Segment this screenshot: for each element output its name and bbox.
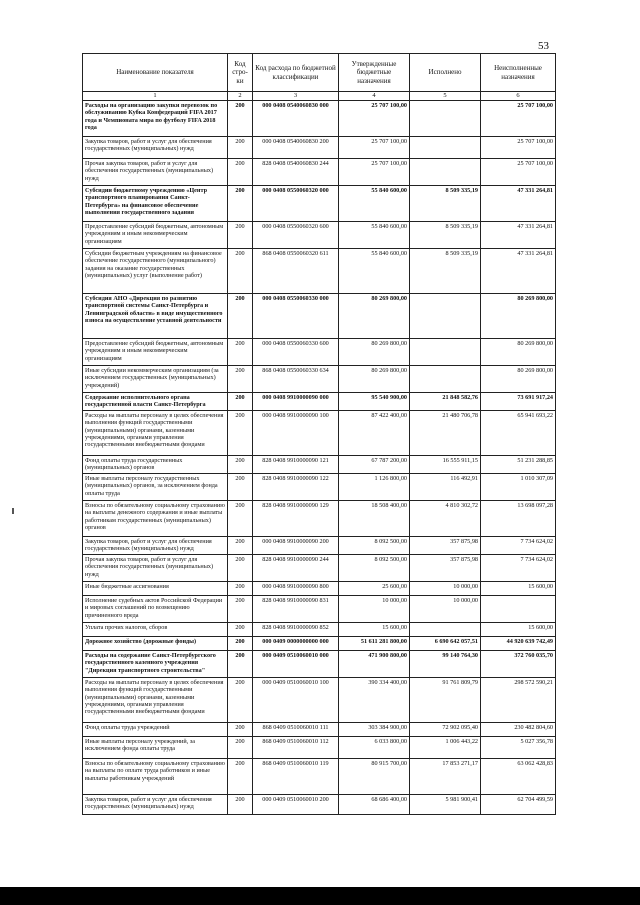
cell-approved: 80 269 800,00 [339,339,410,366]
column-number: 3 [253,92,339,101]
column-number: 5 [410,92,481,101]
cell-code: 200 [228,596,253,623]
cell-kbk: 868 0409 0510060010 111 [253,723,339,737]
cell-kbk: 000 0408 0550060330 600 [253,339,339,366]
cell-name: Расходы на выплаты персоналу в целях обеспечения выполнения функций государственными (муниципальными) органами, казенными учреждениями, органами управления государственными внебюджетными фондами [83,678,228,723]
cell-executed: 21 480 706,78 [410,411,481,456]
cell-name: Расходы на выплаты персоналу в целях обеспечения выполнения функций государственными (муниципальными) органами, казенными учреждениями, органами управления государственными внебюджетными фондами [83,411,228,456]
header-name: Наименование показателя [83,54,228,92]
header-executed: Исполнено [410,54,481,92]
column-number: 2 [228,92,253,101]
cell-name: Иные бюджетные ассигнования [83,582,228,596]
table-row [83,637,556,651]
cell-approved: 80 269 800,00 [339,366,410,393]
cell-name: Содержание исполнительного органа государственной власти Санкт-Петербурга [83,393,228,411]
cell-executed: 8 509 335,19 [410,222,481,249]
cell-name: Предоставление субсидий бюджетным, автономным учреждениям и иным некоммерческим организациям [83,339,228,366]
cell-executed [410,294,481,339]
table-row [83,186,556,222]
cell-name: Субсидии бюджетным учреждениям на финансовое обеспечение государственного (муниципального) задания на оказание государственных (муниципальных) услуг (выполнение работ) [83,249,228,294]
cell-executed: 6 690 642 057,51 [410,637,481,651]
cell-executed: 1 006 443,22 [410,737,481,759]
budget-table [82,53,556,815]
cell-executed: 10 000,00 [410,582,481,596]
cell-code: 200 [228,294,253,339]
cell-approved: 10 000,00 [339,596,410,623]
cell-code: 200 [228,186,253,222]
cell-name: Расходы на организацию закупки перевозок по обслуживанию Кубка Конфедераций FIFA 2017 года и Чемпионата мира по футболу FIFA 2018 года [83,101,228,137]
cell-kbk: 000 0408 0550060330 000 [253,294,339,339]
cell-kbk: 828 0408 9910000090 121 [253,456,339,474]
page-number: 53 [538,40,549,52]
table-row [83,456,556,474]
cell-kbk: 828 0408 9910000090 129 [253,501,339,537]
cell-executed [410,339,481,366]
cell-name: Расходы на содержание Санкт-Петербургского государственного казенного учреждения "Дирекция транспортного строительства" [83,651,228,678]
table-row [83,411,556,456]
table-body [83,101,556,815]
cell-kbk: 000 0408 9910000090 100 [253,411,339,456]
cell-name: Фонд оплаты труда учреждений [83,723,228,737]
cell-unexecuted: 51 231 288,85 [481,456,556,474]
cell-executed [410,159,481,186]
cell-executed: 5 981 900,41 [410,795,481,815]
cell-unexecuted: 13 698 097,28 [481,501,556,537]
table-row [83,795,556,815]
cell-kbk: 828 0408 9910000090 244 [253,555,339,582]
cell-unexecuted: 47 331 264,81 [481,249,556,294]
cell-unexecuted: 230 482 804,60 [481,723,556,737]
cell-unexecuted: 15 600,00 [481,623,556,637]
cell-approved: 87 422 400,00 [339,411,410,456]
cell-name: Субсидии бюджетному учреждению «Центр транспортного планирования Санкт-Петербурга» на финансовое обеспечение выполнения государственного задания [83,186,228,222]
margin-mark [12,508,14,514]
cell-executed [410,137,481,159]
cell-code: 200 [228,222,253,249]
cell-name: Дорожное хозяйство (дорожные фонды) [83,637,228,651]
cell-unexecuted: 80 269 800,00 [481,294,556,339]
table-row [83,501,556,537]
table-row [83,101,556,137]
cell-approved: 80 915 700,00 [339,759,410,795]
cell-executed: 91 761 809,79 [410,678,481,723]
cell-unexecuted [481,596,556,623]
cell-executed [410,366,481,393]
cell-code: 200 [228,159,253,186]
cell-name: Иные выплаты персоналу учреждений, за исключением фонда оплаты труда [83,737,228,759]
column-number: 4 [339,92,410,101]
cell-kbk: 000 0408 9910000090 000 [253,393,339,411]
table-row [83,651,556,678]
cell-approved: 68 686 400,00 [339,795,410,815]
cell-approved: 25 707 100,00 [339,101,410,137]
table-row [83,393,556,411]
cell-unexecuted: 47 331 264,81 [481,186,556,222]
cell-code: 200 [228,678,253,723]
cell-executed: 116 492,91 [410,474,481,501]
column-number: 6 [481,92,556,101]
table-row [83,222,556,249]
cell-unexecuted: 65 941 693,22 [481,411,556,456]
header-approved: Утвержденные бюджетные назначения [339,54,410,92]
cell-unexecuted: 25 707 100,00 [481,137,556,159]
cell-code: 200 [228,582,253,596]
cell-approved: 1 126 800,00 [339,474,410,501]
column-number: 1 [83,92,228,101]
cell-executed: 8 509 335,19 [410,186,481,222]
cell-unexecuted: 1 010 307,09 [481,474,556,501]
table-row [83,678,556,723]
table-row [83,339,556,366]
cell-code: 200 [228,393,253,411]
cell-kbk: 828 0408 9910000090 852 [253,623,339,637]
cell-code: 200 [228,555,253,582]
cell-unexecuted: 47 331 264,81 [481,222,556,249]
cell-code: 200 [228,249,253,294]
cell-unexecuted: 80 269 800,00 [481,366,556,393]
cell-approved: 55 840 600,00 [339,186,410,222]
cell-unexecuted: 15 600,00 [481,582,556,596]
cell-name: Исполнение судебных актов Российской Федерации и мировых соглашений по возмещению причиненного вреда [83,596,228,623]
cell-approved: 25 707 100,00 [339,159,410,186]
cell-approved: 8 092 500,00 [339,555,410,582]
cell-code: 200 [228,737,253,759]
table-row [83,249,556,294]
cell-code: 200 [228,623,253,637]
cell-unexecuted: 7 734 624,02 [481,537,556,555]
table-row [83,537,556,555]
cell-executed: 72 902 095,40 [410,723,481,737]
cell-code: 200 [228,759,253,795]
cell-name: Фонд оплаты труда государственных (муниципальных) органов [83,456,228,474]
cell-name: Взносы по обязательному социальному страхованию на выплаты денежного содержания и иные выплаты работникам государственных (муниципальных) органов [83,501,228,537]
cell-executed [410,101,481,137]
cell-executed: 17 853 271,17 [410,759,481,795]
cell-kbk: 000 0409 0000000000 000 [253,637,339,651]
cell-name: Предоставление субсидий бюджетным, автономным учреждениям и иным некоммерческим организациям [83,222,228,249]
cell-approved: 25 707 100,00 [339,137,410,159]
cell-name: Иные субсидии некоммерческим организациям (за исключением государственных (муниципальных) учреждений) [83,366,228,393]
cell-kbk: 000 0408 0540060830 200 [253,137,339,159]
cell-executed: 21 848 582,76 [410,393,481,411]
cell-name: Закупка товаров, работ и услуг для обеспечения государственных (муниципальных) нужд [83,537,228,555]
table-row [83,623,556,637]
cell-code: 200 [228,795,253,815]
table-row [83,582,556,596]
cell-name: Прочая закупка товаров, работ и услуг для обеспечения государственных (муниципальных) нужд [83,555,228,582]
cell-code: 200 [228,137,253,159]
cell-approved: 15 600,00 [339,623,410,637]
cell-kbk: 868 0409 0510060010 112 [253,737,339,759]
cell-approved: 55 840 600,00 [339,249,410,294]
cell-code: 200 [228,474,253,501]
cell-executed: 16 555 911,15 [410,456,481,474]
cell-unexecuted: 44 920 639 742,49 [481,637,556,651]
cell-unexecuted: 73 691 917,24 [481,393,556,411]
cell-executed: 357 875,98 [410,555,481,582]
table-row [83,555,556,582]
cell-executed: 8 509 335,19 [410,249,481,294]
header-kbk: Код расхода по бюджетной классификации [253,54,339,92]
cell-kbk: 000 0408 9910000090 200 [253,537,339,555]
cell-name: Уплата прочих налогов, сборов [83,623,228,637]
cell-code: 200 [228,537,253,555]
column-number-row [83,92,556,101]
header-unexecuted: Неисполненные назначения [481,54,556,92]
cell-name: Закупка товаров, работ и услуг для обеспечения государственных (муниципальных) нужд [83,795,228,815]
table-row [83,366,556,393]
cell-kbk: 000 0408 9910000090 800 [253,582,339,596]
cell-kbk: 828 0408 0540060830 244 [253,159,339,186]
cell-unexecuted: 5 027 356,78 [481,737,556,759]
cell-code: 200 [228,366,253,393]
cell-name: Прочая закупка товаров, работ и услуг для обеспечения государственных (муниципальных) нужд [83,159,228,186]
cell-unexecuted: 80 269 800,00 [481,339,556,366]
cell-unexecuted: 25 707 100,00 [481,159,556,186]
cell-code: 200 [228,651,253,678]
cell-unexecuted: 372 760 035,70 [481,651,556,678]
scan-bottom-border [0,887,640,905]
cell-unexecuted: 298 572 590,21 [481,678,556,723]
cell-name: Взносы по обязательному социальному страхованию на выплаты по оплате труда работников и иные выплаты работникам учреждений [83,759,228,795]
cell-code: 200 [228,456,253,474]
cell-approved: 25 600,00 [339,582,410,596]
cell-executed: 357 875,98 [410,537,481,555]
cell-approved: 95 540 900,00 [339,393,410,411]
header-code: Код стро-ки [228,54,253,92]
table-row [83,737,556,759]
cell-approved: 8 092 500,00 [339,537,410,555]
cell-kbk: 828 0408 9910000090 831 [253,596,339,623]
cell-kbk: 868 0408 0550060320 611 [253,249,339,294]
cell-approved: 390 334 400,00 [339,678,410,723]
cell-approved: 6 033 800,00 [339,737,410,759]
cell-name: Иные выплаты персоналу государственных (муниципальных) органов, за исключением фонда оплаты труда [83,474,228,501]
cell-approved: 18 508 400,00 [339,501,410,537]
cell-approved: 51 611 281 800,00 [339,637,410,651]
table-row [83,723,556,737]
cell-code: 200 [228,637,253,651]
cell-name: Закупка товаров, работ и услуг для обеспечения государственных (муниципальных) нужд [83,137,228,159]
table-row [83,759,556,795]
cell-code: 200 [228,411,253,456]
cell-code: 200 [228,723,253,737]
cell-kbk: 000 0409 0510060010 000 [253,651,339,678]
cell-kbk: 000 0408 0550060320 000 [253,186,339,222]
cell-executed [410,623,481,637]
cell-kbk: 868 0408 0550060330 634 [253,366,339,393]
cell-unexecuted: 62 704 499,59 [481,795,556,815]
table-row [83,474,556,501]
cell-approved: 303 384 900,00 [339,723,410,737]
cell-code: 200 [228,339,253,366]
cell-approved: 80 269 800,00 [339,294,410,339]
cell-executed: 4 810 302,72 [410,501,481,537]
cell-unexecuted: 25 707 100,00 [481,101,556,137]
cell-executed: 10 000,00 [410,596,481,623]
table-row [83,294,556,339]
cell-unexecuted: 63 062 428,83 [481,759,556,795]
table-row [83,137,556,159]
cell-kbk: 000 0409 0510060010 100 [253,678,339,723]
cell-kbk: 000 0408 0540060830 000 [253,101,339,137]
cell-approved: 67 787 200,00 [339,456,410,474]
cell-kbk: 000 0408 0550060320 600 [253,222,339,249]
table-row [83,596,556,623]
cell-kbk: 828 0408 9910000090 122 [253,474,339,501]
cell-code: 200 [228,501,253,537]
cell-kbk: 868 0409 0510060010 119 [253,759,339,795]
table-header-row [83,54,556,92]
cell-name: Субсидия АНО «Дирекция по развитию транспортной системы Санкт-Петербурга и Ленинградской области» в виде имущественного взноса на осуществление уставной деятельности [83,294,228,339]
cell-unexecuted: 7 734 624,02 [481,555,556,582]
cell-approved: 471 900 800,00 [339,651,410,678]
cell-kbk: 000 0409 0510060010 200 [253,795,339,815]
cell-code: 200 [228,101,253,137]
table-row [83,159,556,186]
cell-approved: 55 840 600,00 [339,222,410,249]
cell-executed: 99 140 764,30 [410,651,481,678]
